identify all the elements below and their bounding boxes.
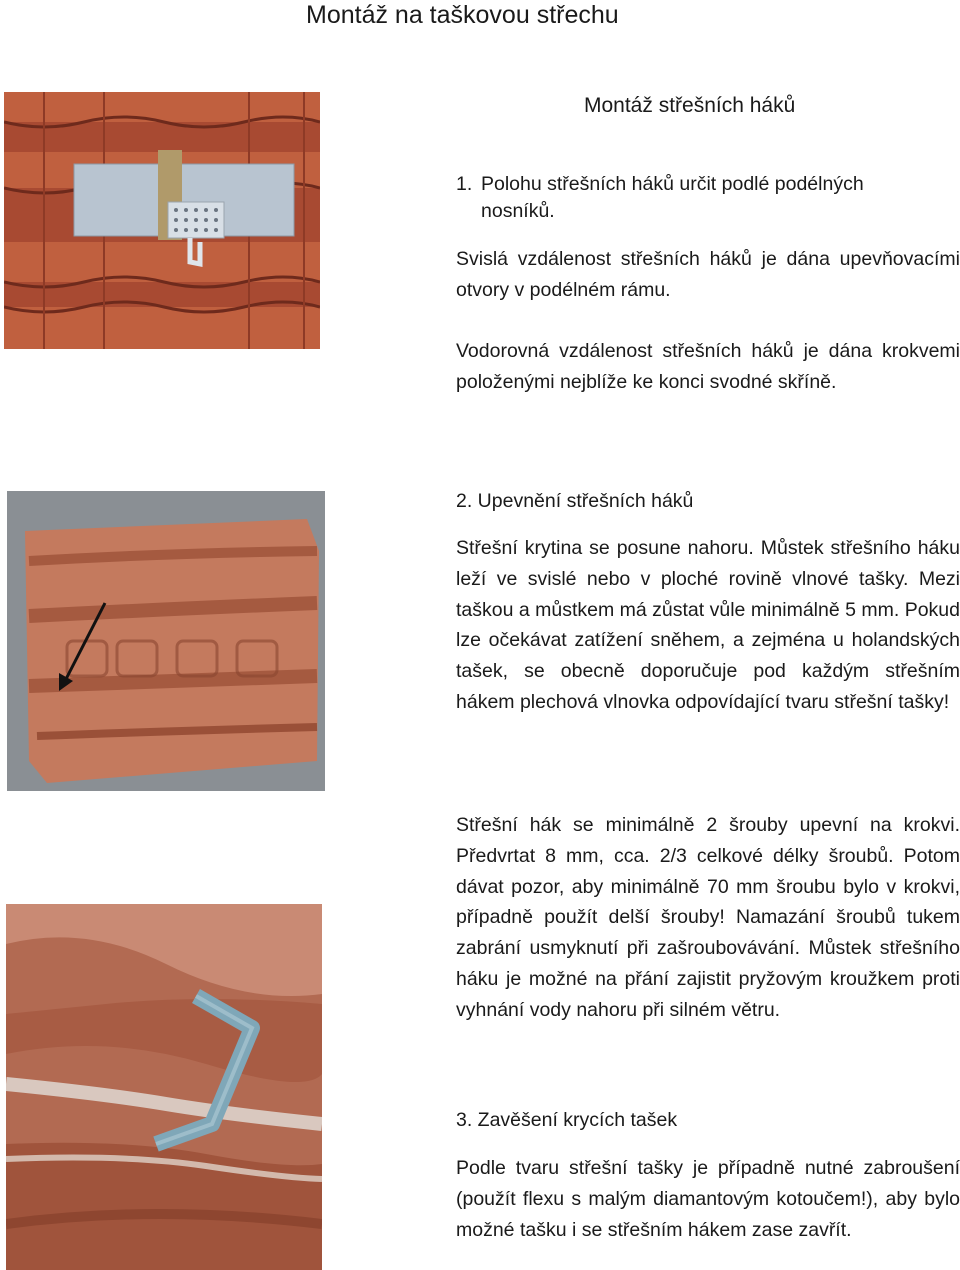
photo-tile-arrow	[7, 491, 325, 791]
paragraph-vertical-distance	[456, 244, 960, 306]
paragraph-tile-shift	[456, 533, 960, 718]
step2-heading: 2. Upevnění střešních háků	[456, 490, 694, 512]
step1-item	[456, 171, 956, 225]
paragraph-tile-shift-text: Střešní krytina se posune nahoru. Můstek střešního háku leží ve svislé nebo v ploché rovině vlnové tašky. Mezi taškou a můstkem má zůstat vůle minimálně 5 mm. Pokud lze očekávat zatížení sněhem, a zejména u holandských tašek, se obecně doporučuje pod každým střešním hákem plechová vlnovka odpovídající tvaru střešní tašky!	[456, 537, 960, 713]
step1-number: 1.	[456, 173, 473, 195]
paragraph-vertical-distance-text: Svislá vzdálenost střešních háků je dána upevňovacími otvory v podélném rámu.	[456, 248, 960, 301]
paragraph-screws	[456, 810, 960, 1026]
photo-hook-on-tiles	[6, 904, 322, 1270]
section-title: Montáž střešních háků	[584, 94, 796, 117]
paragraph-tile-cover	[456, 1153, 960, 1245]
photo-roof-hook-plate	[4, 92, 320, 349]
step1-text-line-b: nosníků.	[481, 200, 555, 222]
step3-heading: 3. Zavěšení krycích tašek	[456, 1109, 678, 1131]
page-title: Montáž na taškovou střechu	[306, 1, 619, 29]
paragraph-tile-cover-text: Podle tvaru střešní tašky je případně nutné zabroušení (použít flexu s malým diamantovým kotoučem!), aby bylo možné tašku i se střešním hákem zase zavřít.	[456, 1157, 960, 1241]
paragraph-horizontal-distance-text: Vodorovná vzdálenost střešních háků je dána krokvemi položenými nejblíže ke konci svodné skříně.	[456, 340, 960, 393]
step1-text-line-a: Polohu střešních háků určit podlé podélných	[481, 173, 864, 195]
paragraph-horizontal-distance	[456, 336, 960, 398]
paragraph-screws-text: Střešní hák se minimálně 2 šrouby upevní na krokvi. Předvrtat 8 mm, cca. 2/3 celkové délky šroubů. Potom dávat pozor, aby minimálně 70 mm šroubu bylo v krokvi, případně použít delší šrouby! Namazání šroubů tukem zabrání usmyknutí při zašroubovávání. Můstek střešního háku je možné na přání zajistit pryžovým kroužkem proti vyhnání vody nahoru při silném větru.	[456, 814, 960, 1021]
